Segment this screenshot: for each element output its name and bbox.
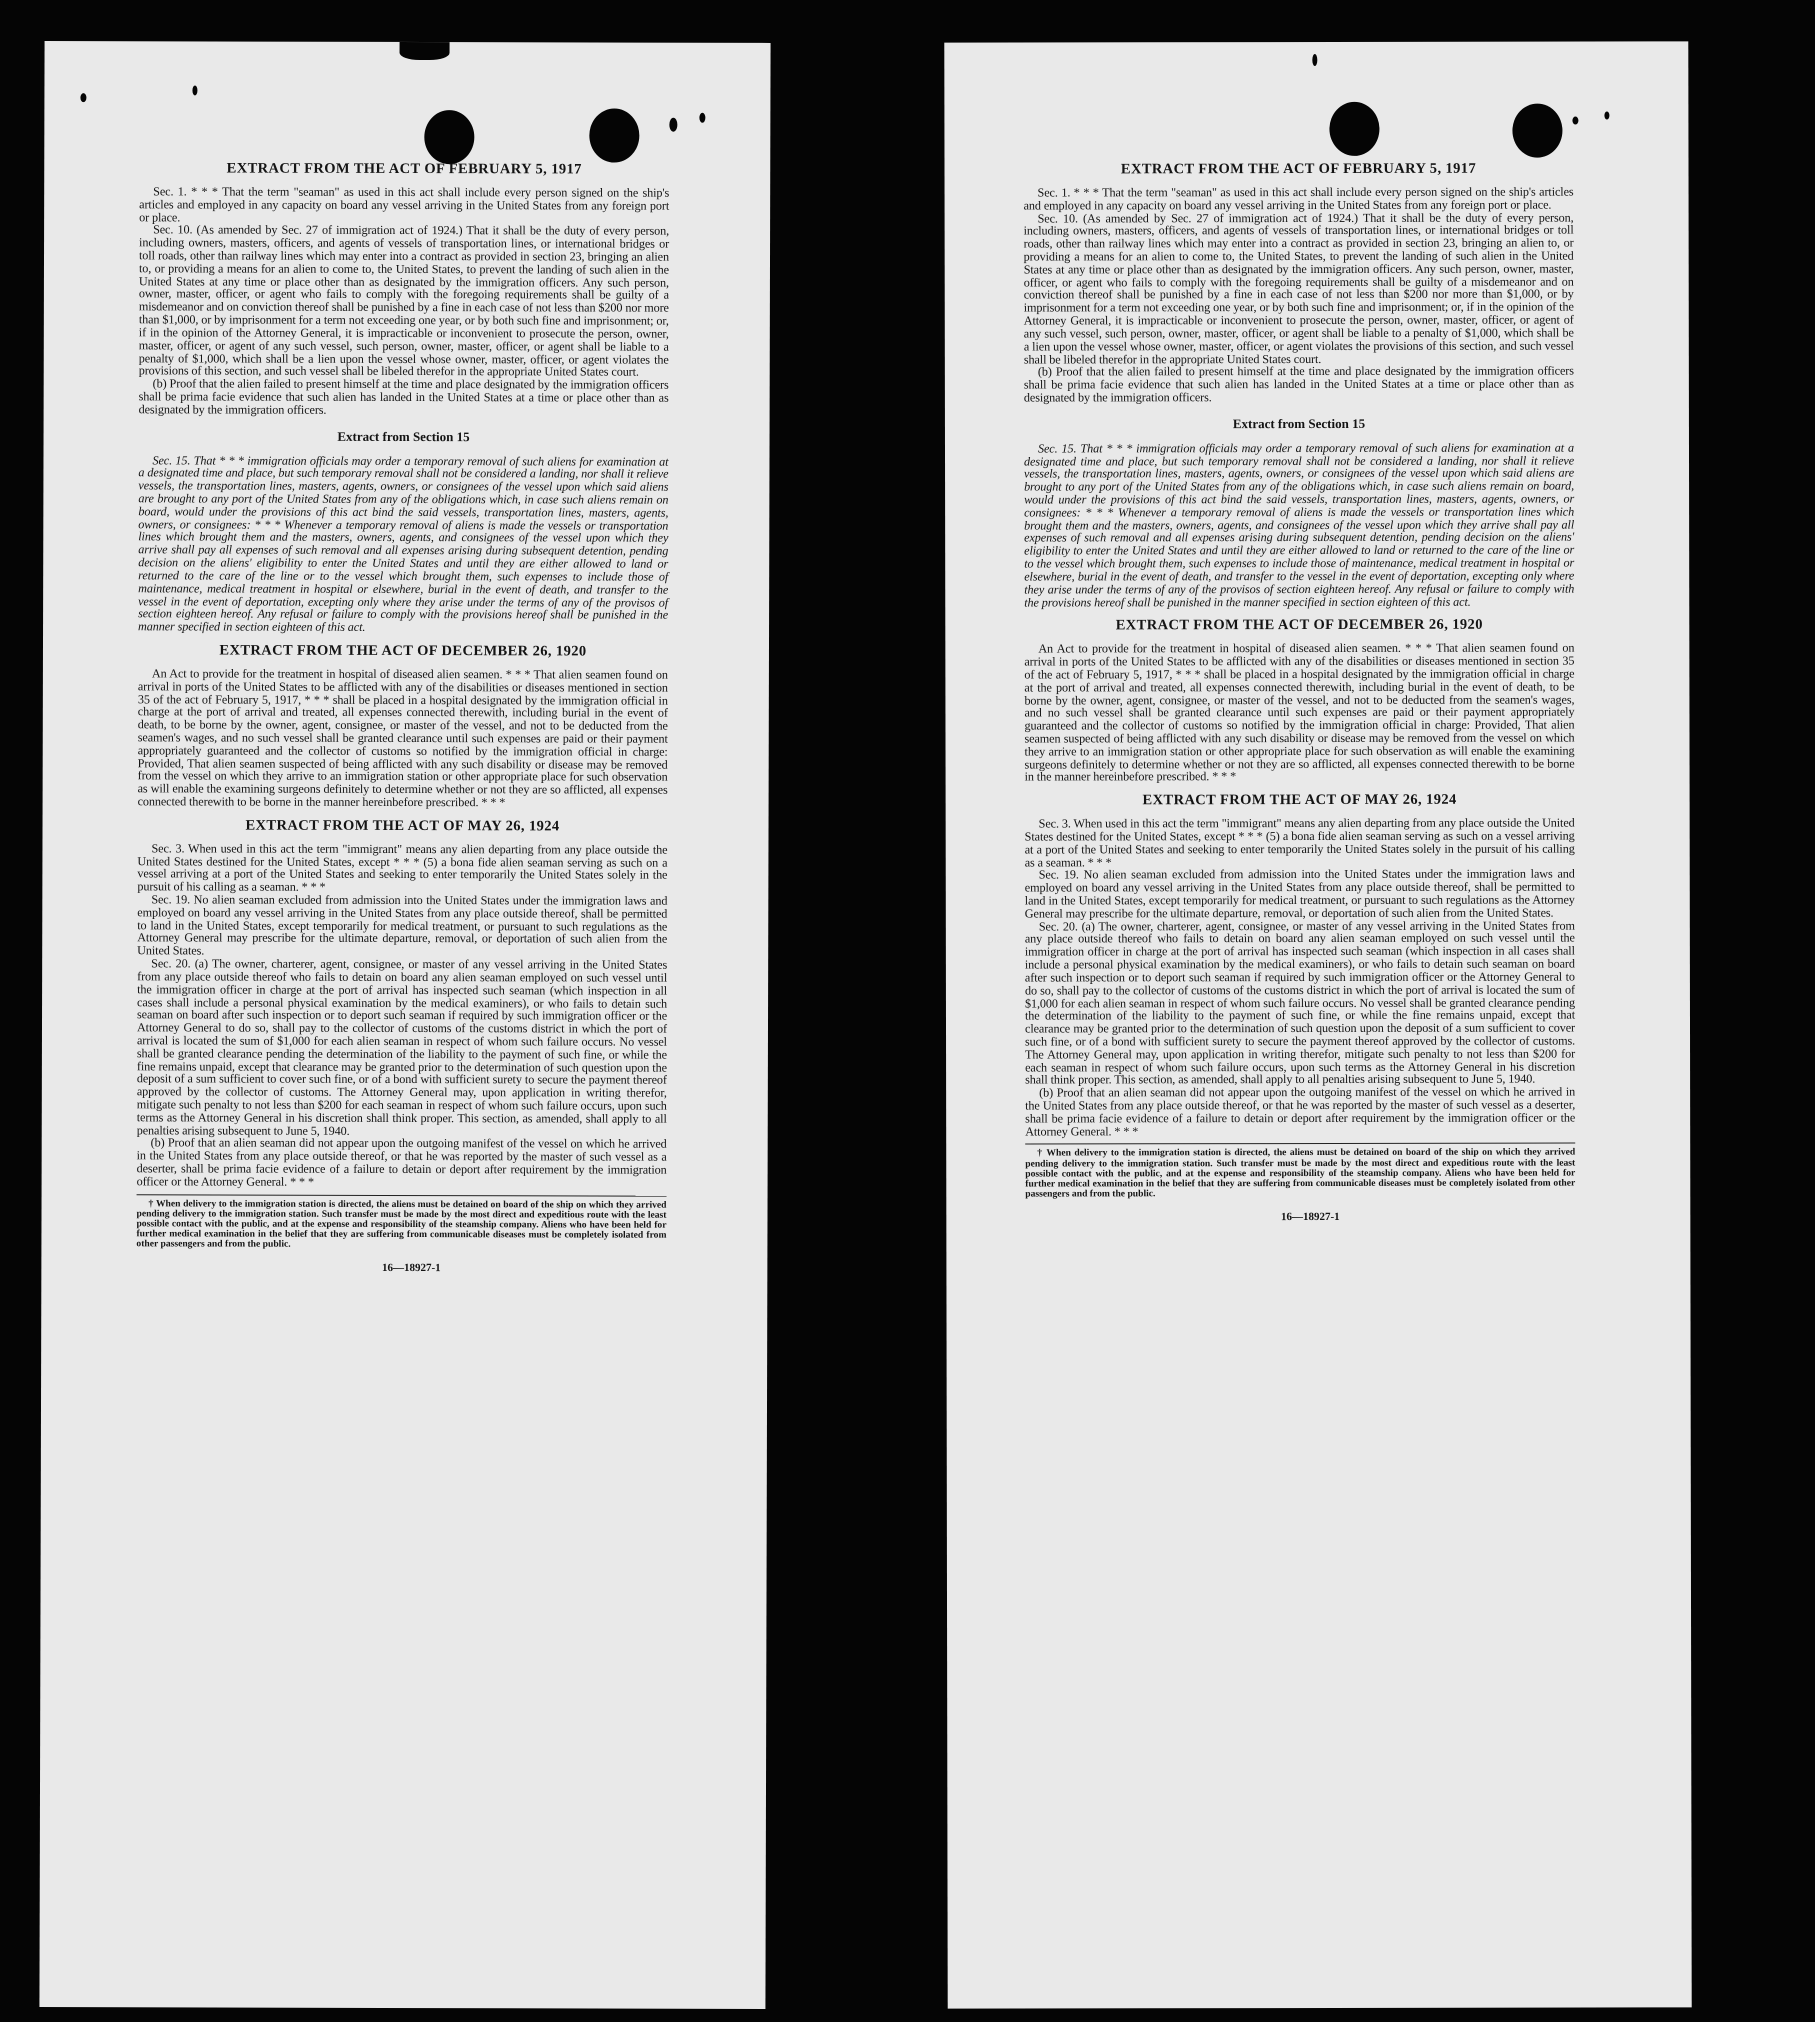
section-20b-text: (b) Proof that an alien seaman did not appear upon the outgoing manifest of the vessel on which he arrived in the United States from any place outside thereof, or that he was reported by the master of such vessel as a deserter, shall be prima facie evidence of a failure to detain or deport after requirement by the immigration officer or the Attorney General. * * * bbox=[136, 1135, 667, 1189]
section-1-text: Sec. 1. * * * That the term "seaman" as used in this act shall include every person signed on the ship's articles and employed in any capacity on board any vessel arriving in the United States from any foreign port or place. bbox=[139, 184, 670, 224]
act-1920-text: An Act to provide for the treatment in hospital of diseased alien seamen. * * * That alien seamen found on arrival in ports of the United States to be afflicted with any of the disabilities or diseases mentioned in section 35 of the act of February 5, 1917, * * * shall be placed in a hospital designated by the immigration official in charge at the port of arrival and treated, all expenses connected therewith, including burial in the event of death, to be borne by the owner, agent, consignee, or master of the vessel, and not to be deducted from the seamen's wages, and no such vessel shall be granted clearance until such expenses are paid or their payment appropriately guaranteed and the collector of customs so notified by the immigration official in charge: Provided, That alien seamen suspected of being afflicted with any such disability or disease may be removed from the vessel on which they arrive to an immigration station or other appropriate place for such observation as will enable the examining surgeons definitely to determine whether or not they are so afflicted, all expenses connected therewith to be borne in the manner hereinbefore prescribed. * * * bbox=[1024, 640, 1575, 784]
act-1920-text: An Act to provide for the treatment in hospital of diseased alien seamen. * * * That alien seamen found on arrival in ports of the United States to be afflicted with any of the disabilities or diseases mentioned in section 35 of the act of February 5, 1917, * * * shall be placed in a hospital designated by the immigration official in charge at the port of arrival and treated, all expenses connected therewith, including burial in the event of death, to be borne by the owner, agent, consignee, or master of the vessel, and not to be deducted from the seamen's wages, and no such vessel shall be granted clearance until such expenses are paid or their payment appropriately guaranteed and the collector of customs so notified by the immigration official in charge: Provided, That alien seamen suspected of being afflicted with any such disability or disease may be removed from the vessel on which they arrive to an immigration station or other appropriate place for such observation as will enable the examining surgeons definitely to determine whether or not they are so afflicted, all expenses connected therewith to be borne in the manner hereinbefore prescribed. * * * bbox=[137, 666, 668, 810]
heading-act-1924: EXTRACT FROM THE ACT OF MAY 26, 1924 bbox=[1142, 791, 1457, 809]
section-10b-text: (b) Proof that the alien failed to present himself at the time and place designated by the immigration officers shall be prima facie evidence that such alien has landed in the United States at a time or place other than as designated by the immigration officers. bbox=[1023, 363, 1574, 405]
footnote: † When delivery to the immigration station is directed, the aliens must be detained on board of the ship on which they arrived pending delivery to the immigration station. Such transfer must be made by the most direct and expeditious route with the least possible contact with the public, and at the expense and responsibility of the steamship company. Aliens who have been held for further medical examination in the belief that they are suffering from communicable diseases must be completely isolated from other passengers and from the public. bbox=[136, 1194, 666, 1251]
section-20a-text: Sec. 20. (a) The owner, charterer, agent, consignee, or master of any vessel arriving in the United States from any place outside thereof who fails to detain on board any alien seaman employed on such vessel until the immigration officer in charge at the port of arrival has inspected such seaman (which inspection in all cases shall include a personal physical examination by the medical examiners), or who fails to detain such seaman on board after such inspection or to deport such seaman if required by such immigration officer or the Attorney General to do so, shall pay to the collector of customs of the customs district in which the port of arrival is located the sum of $1,000 for each alien seaman in respect of whom such failure occurs. No vessel shall be granted clearance pending the determination of the liability to the payment of such fine, or while the fine remains unpaid, except that clearance may be granted prior to the determination of such question upon the deposit of a sum sufficient to cover such fine, or of a bond with sufficient surety to secure the payment thereof approved by the collector of customs. The Attorney General may, upon application in writing therefor, mitigate such penalty to not less than $200 for each seaman in respect of whom such failure occurs, upon such terms as the Attorney General in his discretion shall think proper. This section, as amended, shall apply to all penalties arising subsequent to June 5, 1940. bbox=[136, 956, 668, 1138]
section-10-text: Sec. 10. (As amended by Sec. 27 of immigration act of 1924.) That it shall be the duty of every person, including owners, masters, officers, and agents of vessels of transportation lines, or international bridges or toll roads, other than railway lines which may enter into a contract as provided in section 23, bringing an alien to, or providing a means for an alien to come to, the United States, to prevent the landing of such alien in the United States at any time or place other than as designated by the immigration officers. Any such person, owner, master, officer, or agent who fails to comply with the foregoing requirements shall be guilty of a misdemeanor and on conviction thereof shall be punished by a fine in each case of not less than $200 nor more than $1,000, or by imprisonment for a term not exceeding one year, or by both such fine and imprisonment; or, if in the opinion of the Attorney General, it is impracticable or inconvenient to prosecute the person, owner, master, officer, or agent of any such vessel, such person, owner, master, officer, or agent shall be liable to a penalty of $1,000, which shall be a lien upon the vessel whose owner, master, officer, or agent violates the provisions of this section, and such vessel shall be libeled therefor in the appropriate United States court. bbox=[1023, 210, 1574, 367]
heading-act-1917: EXTRACT FROM THE ACT OF FEBRUARY 5, 1917 bbox=[226, 160, 582, 178]
document-sheet-left bbox=[39, 41, 770, 2009]
heading-act-1920: EXTRACT FROM THE ACT OF DECEMBER 26, 1920 bbox=[1115, 617, 1483, 634]
section-1-text: Sec. 1. * * * That the term "seaman" as used in this act shall include every person signed on the ship's articles and employed in any capacity on board any vessel arriving in the United States from any foreign port or place. bbox=[1023, 184, 1574, 213]
punch-hole bbox=[1329, 102, 1379, 156]
punch-hole bbox=[1512, 104, 1562, 158]
section-10-text: Sec. 10. (As amended by Sec. 27 of immigration act of 1924.) That it shall be the duty of every person, including owners, masters, officers, and agents of vessels of transportation lines, or international bridges or toll roads, other than railway lines which may enter into a contract as provided in section 23, bringing an alien to, or providing a means for an alien to come to, the United States, to prevent the landing of such alien in the United States at any time or place other than as designated by the immigration officers. Any such person, owner, master, officer, or agent who fails to comply with the foregoing requirements shall be guilty of a misdemeanor and on conviction thereof shall be punished by a fine in each case of not less than $200 nor more than $1,000, or by imprisonment for a term not exceeding one year, or by both such fine and imprisonment; or, if in the opinion of the Attorney General, it is impracticable or inconvenient to prosecute the person, owner, master, officer, or agent of any such vessel, such person, owner, master, officer, or agent shall be liable to a penalty of $1,000, which shall be a lien upon the vessel whose owner, master, officer, or agent violates the provisions of this section, and such vessel shall be libeled therefor in the appropriate United States court. bbox=[138, 222, 670, 379]
subheading-section-15: Extract from Section 15 bbox=[1232, 415, 1366, 431]
form-number: 16—18927-1 bbox=[382, 1261, 441, 1275]
section-19-text: Sec. 19. No alien seaman excluded from admission into the United States under the immigration laws and employed on board any vessel arriving in the United States from any place outside thereof, shall be permitted to land in the United States, except temporarily for medical treatment, or pursuant to such regulations as the Attorney General may prescribe for the ultimate departure, removal, or deportation of such alien from the United States. bbox=[137, 892, 668, 958]
section-3-text: Sec. 3. When used in this act the term "immigrant" means any alien departing from any place outside the United States destined for the United States, except * * * (5) a bona fide alien seaman serving as such on a vessel arriving at a port of the United States and seeking to enter temporarily the United States solely in the pursuit of his calling as a seaman. * * * bbox=[137, 841, 668, 894]
subheading-section-15: Extract from Section 15 bbox=[337, 428, 470, 444]
section-19-text: Sec. 19. No alien seaman excluded from admission into the United States under the immigration laws and employed on board any vessel arriving in the United States from any place outside thereof, shall be permitted to land in the United States, except temporarily for medical treatment, or pursuant to such regulations as the Attorney General may prescribe for the ultimate departure, removal, or deportation of such alien from the United States. bbox=[1024, 866, 1575, 921]
form-number: 16—18927-1 bbox=[1280, 1210, 1340, 1223]
section-15-text: Sec. 15. That * * * immigration officials may order a temporary removal of such aliens for examination at a designated time and place, but such temporary removal shall not be considered a landing, nor shall it relieve vessels, the transportation lines, masters, agents, owners, or consignees of the vessel upon which said aliens are brought to any port of the United States from any of the obligations which, in case such aliens remain on board, would under the provisions of this act bind the said vessels, transportation lines, masters, agents, owners, or consignees: * * * Whenever a temporary removal of aliens is made the vessels or transportation lines which brought them and the masters, owners, agents, and consignees of the vessel upon which they arrive shall pay all expenses of such removal and all expenses arising during subsequent detention, pending decision on the aliens' eligibility to enter the United States and until they are either allowed to land or returned to the care of the line or to the vessel which brought them, such expenses to include those of maintenance, medical treatment in hospital or elsewhere, burial in the event of death, and transfer to the vessel in the event of deportation, excepting only where they arise under the terms of any of the provisos of section eighteen hereof. Any refusal or failure to comply with the provisions hereof shall be punished in the manner specified in section eighteen of this act. bbox=[138, 452, 669, 635]
heading-act-1920: EXTRACT FROM THE ACT OF DECEMBER 26, 1920 bbox=[219, 642, 587, 660]
footnote: † When delivery to the immigration station is directed, the aliens must be detained on board of the ship on which they arrived pending delivery to the immigration station. Such transfer must be made by the most direct and expeditious route with the least possible contact with the public, and at the expense and responsibility of the steamship company. Aliens who have been held for further medical examination in the belief that they are suffering from communicable diseases must be completely isolated from other passengers and from the public. bbox=[1025, 1143, 1575, 1199]
document-sheet-right bbox=[944, 41, 1691, 2008]
section-20a-text: Sec. 20. (a) The owner, charterer, agent, consignee, or master of any vessel arriving in the United States from any place outside thereof who fails to detain on board any alien seaman employed on such vessel until the immigration officer in charge at the port of arrival has inspected such seaman (which inspection in all cases shall include a personal physical examination by the medical examiners), or who fails to detain such seaman on board after such inspection or to deport such seaman if required by such immigration officer or the Attorney General to do so, shall pay to the collector of customs of the customs district in which the port of arrival is located the sum of $1,000 for each alien seaman in respect of whom such failure occurs. No vessel shall be granted clearance pending the determination of the liability to the payment of such fine, or while the fine remains unpaid, except that clearance may be granted prior to the determination of such question upon the deposit of a sum sufficient to cover such fine, or of a bond with sufficient surety to secure the payment thereof approved by the collector of customs. The Attorney General may, upon application in writing therefor, mitigate such penalty to not less than $200 for each seaman in respect of whom such failure occurs, upon such terms as the Attorney General in his discretion shall think proper. This section, as amended, shall apply to all penalties arising subsequent to June 5, 1940. bbox=[1024, 918, 1576, 1087]
section-20b-text: (b) Proof that an alien seaman did not appear upon the outgoing manifest of the vessel on which he arrived in the United States from any place outside thereof, or that he was reported by the master of such vessel as a deserter, shall be prima facie evidence of a failure to detain or deport after requirement by the immigration officer or the Attorney General. * * * bbox=[1025, 1084, 1576, 1139]
heading-act-1924: EXTRACT FROM THE ACT OF MAY 26, 1924 bbox=[245, 817, 560, 835]
section-3-text: Sec. 3. When used in this act the term "immigrant" means any alien departing from any place outside the United States destined for the United States, except * * * (5) a bona fide alien seaman serving as such on a vessel arriving at a port of the United States and seeking to enter temporarily the United States solely in the pursuit of his calling as a seaman. * * * bbox=[1024, 815, 1575, 870]
section-10b-text: (b) Proof that the alien failed to present himself at the time and place designated by the immigration officers shall be prima facie evidence that such alien has landed in the United States at a time or place other than as designated by the immigration officers. bbox=[138, 376, 669, 417]
section-15-text: Sec. 15. That * * * immigration officials may order a temporary removal of such aliens for examination at a designated time and place, but such temporary removal shall not be considered a landing, nor shall it relieve vessels, the transportation lines, masters, agents, owners, or consignees of the vessel upon which said aliens are brought to any port of the United States from any of the obligations which, in case such aliens remain on board, would under the provisions of this act bind the said vessels, transportation lines, masters, agents, owners, or consignees: * * * Whenever a temporary removal of aliens is made the vessels or transportation lines which brought them and the masters, owners, agents, and consignees of the vessel upon which they arrive shall pay all expenses of such removal and all expenses arising during subsequent detention, pending decision on the aliens' eligibility to enter the United States and until they are either allowed to land or returned to the care of the line or to the vessel which brought them, such expenses to include those of maintenance, medical treatment in hospital or elsewhere, burial in the event of death, and transfer to the vessel in the event of deportation, excepting only where they arise under the terms of any of the provisos of section eighteen hereof. Any refusal or failure to comply with the provisions hereof shall be punished in the manner specified in section eighteen of this act. bbox=[1024, 440, 1575, 610]
heading-act-1917: EXTRACT FROM THE ACT OF FEBRUARY 5, 1917 bbox=[1120, 160, 1477, 178]
